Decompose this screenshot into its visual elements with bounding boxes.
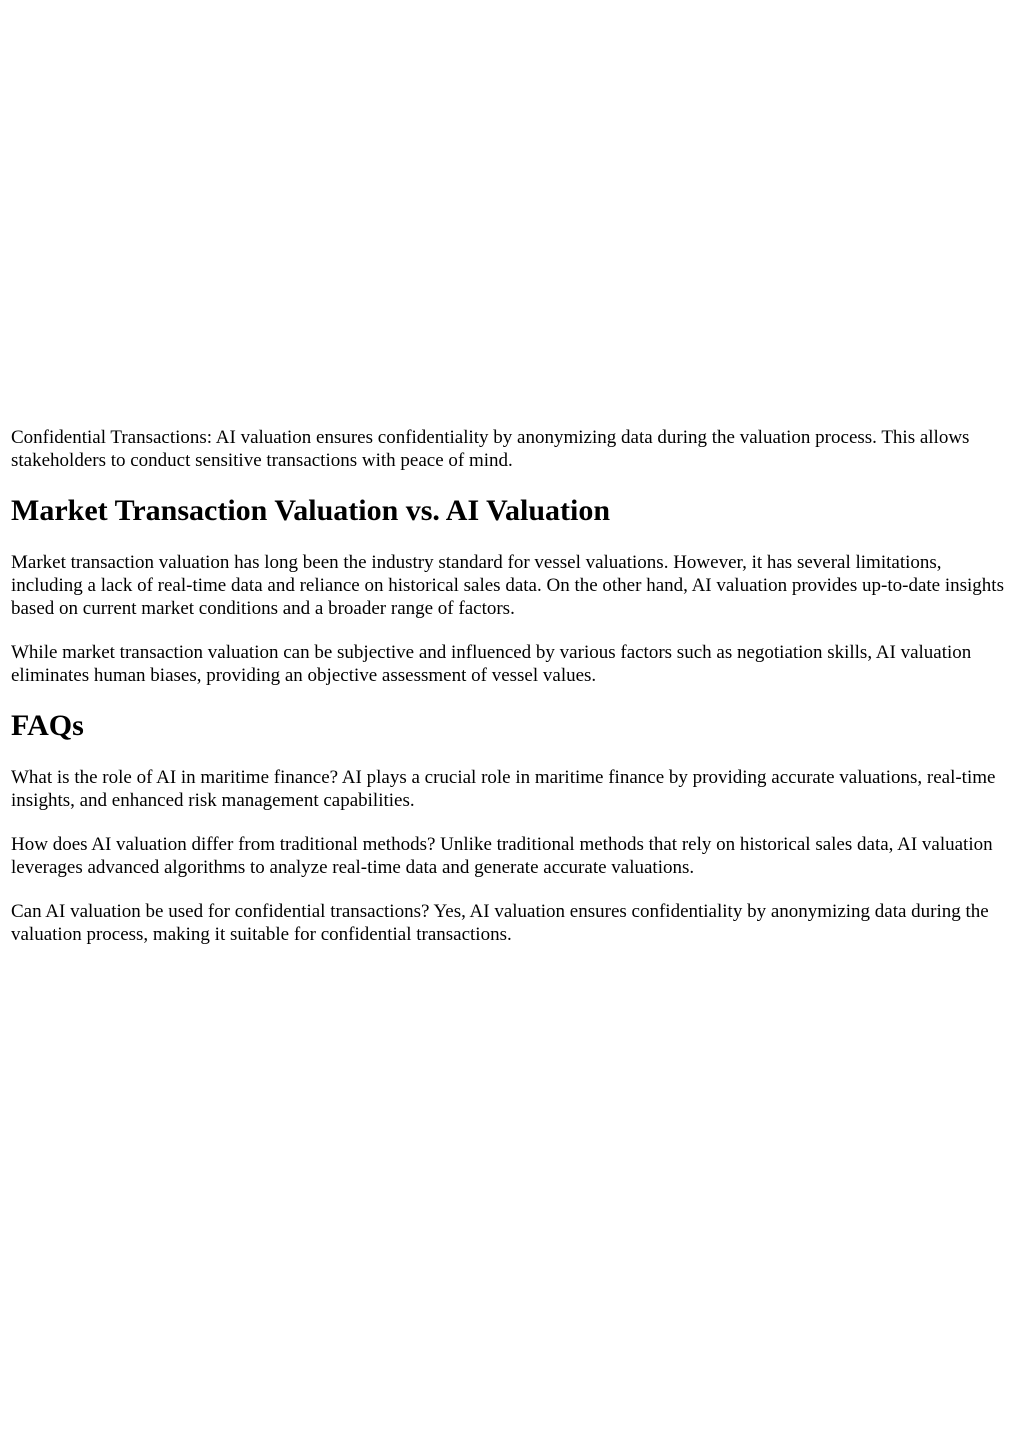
faq-item-valuation-difference: How does AI valuation differ from traditional methods? Unlike traditional methods that rely on historical sales data, AI valuation leverages advanced algorithms to analyze real-time data and generate accurate valuations. xyxy=(11,834,993,878)
confidential-transactions-paragraph: Confidential Transactions: AI valuation ensures confidentiality by anonymizing data during the valuation process. This allows stakeholders to conduct sensitive transactions with peace of mind. xyxy=(11,427,970,471)
comparison-paragraph-1: Market transaction valuation has long been the industry standard for vessel valuations. However, it has several limitations, including a lack of real-time data and reliance on historical sales data. On the other hand, AI valuation provides up-to-date insights based on current market conditions and a broader range of factors. xyxy=(11,552,1004,619)
faqs-heading: FAQs xyxy=(11,709,84,742)
article-body xyxy=(11,426,1006,967)
comparison-paragraph-2: While market transaction valuation can be subjective and influenced by various factors such as negotiation skills, AI valuation eliminates human biases, providing an objective assessment of vessel values. xyxy=(11,642,972,686)
faq-item-role-of-ai: What is the role of AI in maritime finance? AI plays a crucial role in maritime finance by providing accurate valuations, real-time insights, and enhanced risk management capabilities. xyxy=(11,767,996,811)
comparison-heading: Market Transaction Valuation vs. AI Valuation xyxy=(11,494,611,527)
faq-item-confidential-transactions: Can AI valuation be used for confidential transactions? Yes, AI valuation ensures confidentiality by anonymizing data during the valuation process, making it suitable for confidential transactions. xyxy=(11,901,989,945)
